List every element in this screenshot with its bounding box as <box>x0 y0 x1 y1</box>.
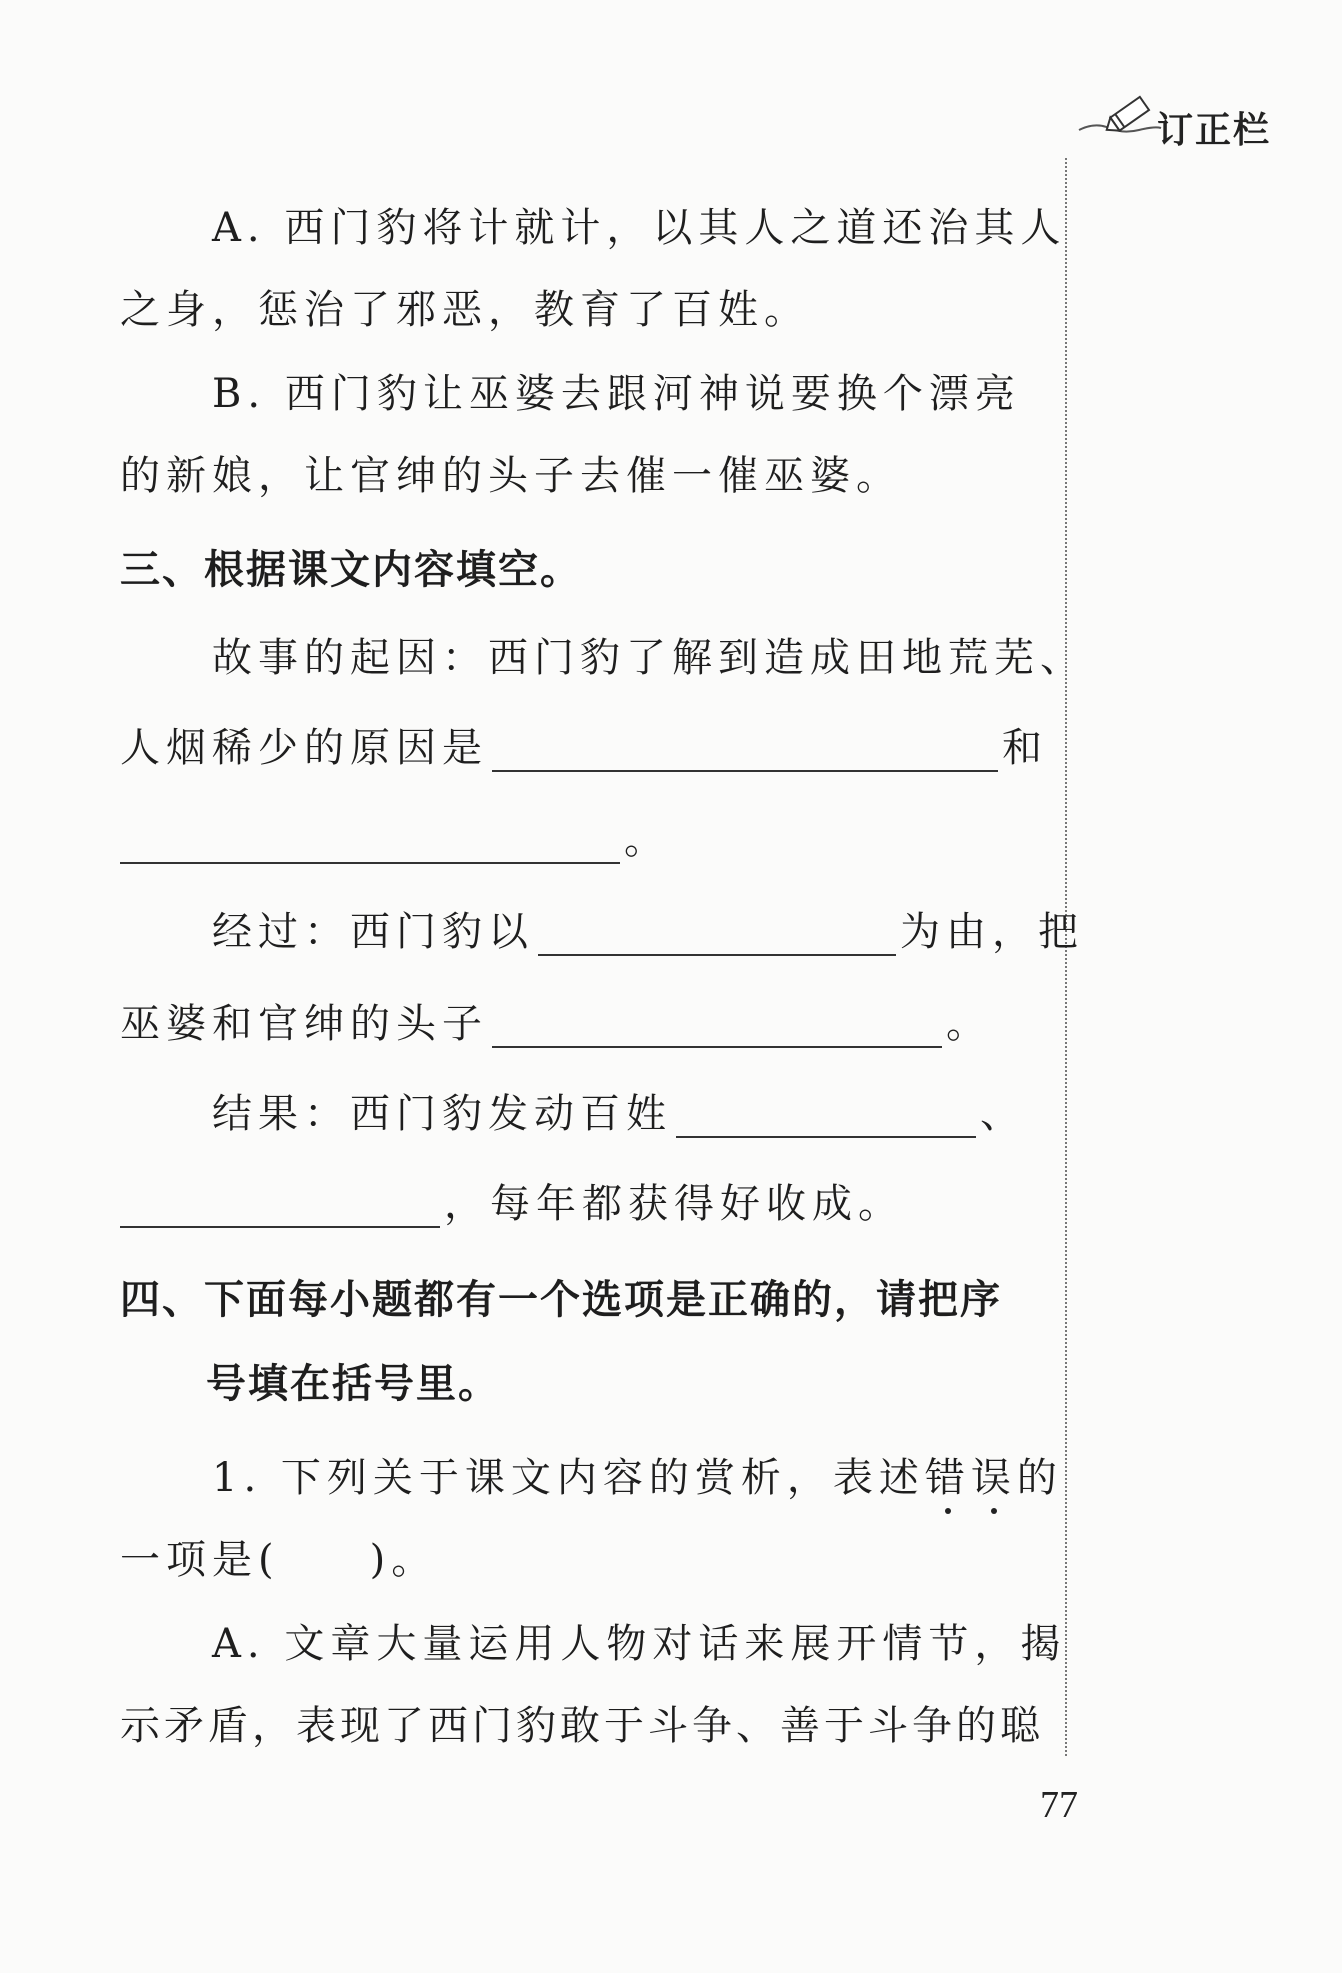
question-1-line-2 <box>120 1536 437 1584</box>
blank-result-1[interactable] <box>676 1096 976 1138</box>
correction-column-divider <box>1065 158 1067 1756</box>
correction-column-title: 订正栏 <box>1157 110 1272 151</box>
result-line-2-text: ，每年都获得好收成。 <box>444 1181 904 1227</box>
option-b-line-1: B. 西门豹让巫婆去跟河神说要换个漂亮 <box>212 371 1021 417</box>
blank-result-2[interactable] <box>120 1186 440 1228</box>
question-1-end: 的 <box>1016 1455 1063 1501</box>
origin-line-2 <box>120 724 1048 772</box>
process-line-2 <box>120 1000 992 1048</box>
q1-option-a-line-2: 示矛盾，表现了西门豹敢于斗争、善于斗争的聪 <box>120 1703 1044 1749</box>
q1-option-a-line-1: A. 文章大量运用人物对话来展开情节，揭 <box>212 1621 1067 1667</box>
result-comma: 、 <box>980 1091 1026 1137</box>
result-line-2 <box>120 1180 904 1228</box>
option-a-line-1: A. 西门豹将计就计，以其人之道还治其人 <box>212 205 1067 251</box>
blank-cause-1[interactable] <box>492 730 998 772</box>
question-1-line-1 <box>212 1454 1063 1502</box>
pencil-icon <box>1075 86 1165 150</box>
page-number: 77 <box>1040 1784 1078 1826</box>
origin-and-text: 和 <box>1002 725 1048 771</box>
section-4-heading-line-2: 号填在括号里。 <box>206 1361 500 1407</box>
option-b-line-2: 的新娘，让官绅的头子去催一催巫婆。 <box>120 453 902 499</box>
origin-line-1: 故事的起因：西门豹了解到造成田地荒芜、 <box>212 635 1086 681</box>
section-4-heading-line-1: 四、下面每小题都有一个选项是正确的，请把序 <box>120 1277 1002 1323</box>
origin-period: 。 <box>624 817 670 863</box>
origin-line-2-text: 人烟稀少的原因是 <box>120 725 488 771</box>
question-1-close: )。 <box>369 1537 438 1583</box>
correction-column-header <box>1075 86 1305 150</box>
question-1-text: 1. 下列关于课文内容的赏析，表述 <box>212 1455 925 1501</box>
process-line-1 <box>212 908 1084 956</box>
result-line-1 <box>212 1090 1026 1138</box>
process-line-1-end: 为由，把 <box>900 909 1084 955</box>
option-a-line-2: 之身，惩治了邪恶，教育了百姓。 <box>120 287 810 333</box>
result-line-1-text: 结果：西门豹发动百姓 <box>212 1091 672 1137</box>
process-line-1-text: 经过：西门豹以 <box>212 909 534 955</box>
blank-pretext[interactable] <box>538 914 896 956</box>
question-1-prompt: 一项是( <box>120 1537 280 1583</box>
process-period: 。 <box>946 1001 992 1047</box>
origin-line-3 <box>120 816 670 864</box>
blank-action[interactable] <box>492 1006 942 1048</box>
section-3-heading: 三、根据课文内容填空。 <box>120 547 582 593</box>
blank-cause-2[interactable] <box>120 822 620 864</box>
process-line-2-text: 巫婆和官绅的头子 <box>120 1001 488 1047</box>
emphasis-char-1: 错 <box>924 1455 971 1501</box>
emphasis-char-2: 误 <box>970 1455 1017 1501</box>
